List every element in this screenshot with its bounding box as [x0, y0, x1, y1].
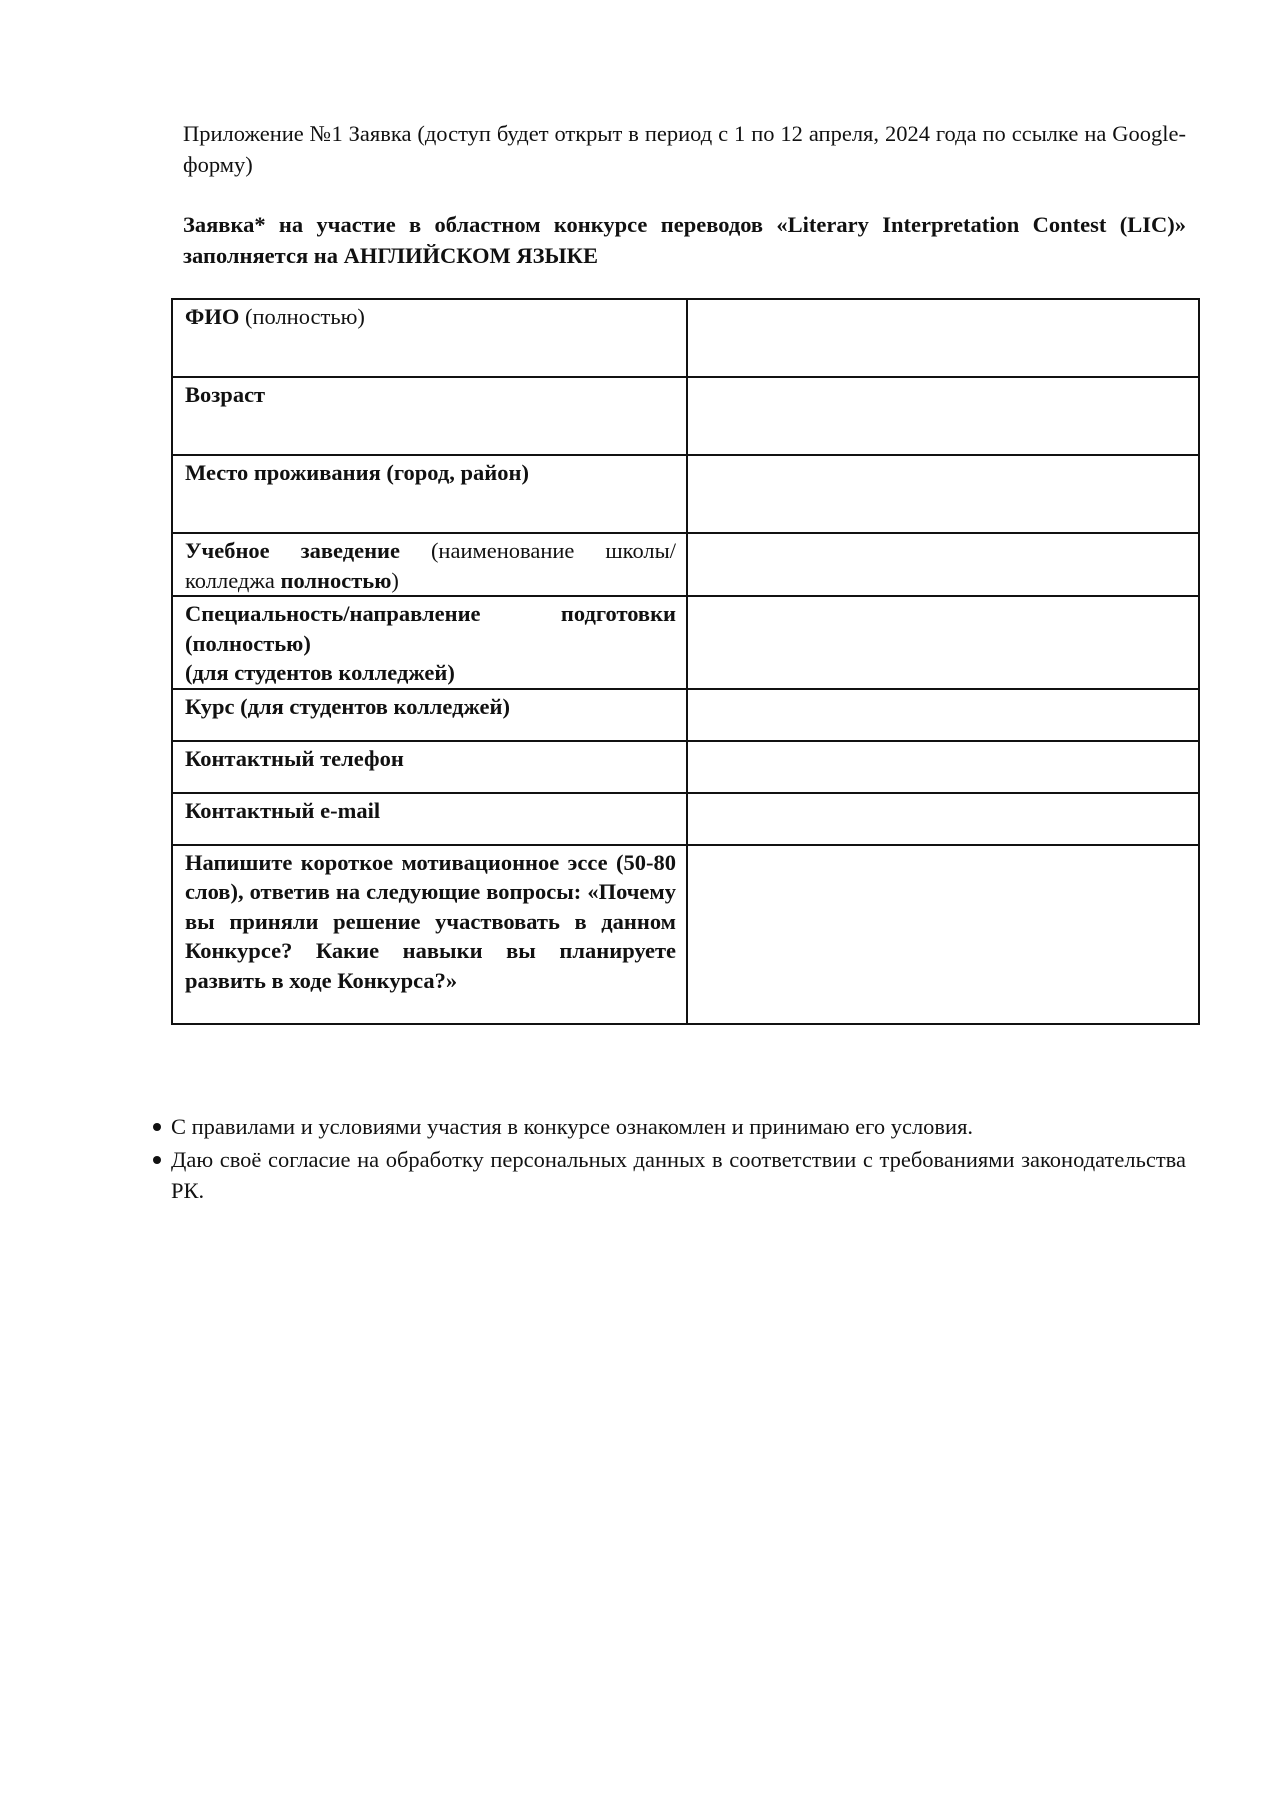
list-item: Даю своё согласие на обработку персональных данных в соответствии с требованиями законодательства РК. — [150, 1144, 1186, 1206]
value-age[interactable] — [687, 377, 1199, 455]
bullet-icon — [153, 1123, 161, 1131]
label-residence: Место проживания (город, район) — [172, 455, 687, 533]
value-specialty[interactable] — [687, 596, 1199, 689]
table-row — [172, 455, 1199, 533]
table-row — [172, 845, 1199, 1024]
value-motivation-essay[interactable] — [687, 845, 1199, 1024]
value-full-name[interactable] — [687, 299, 1199, 377]
label-phone: Контактный телефон — [172, 741, 687, 793]
table-row — [172, 793, 1199, 845]
value-institution[interactable] — [687, 533, 1199, 596]
label-age: Возраст — [172, 377, 687, 455]
value-phone[interactable] — [687, 741, 1199, 793]
label-specialty: Специальность/направление подготовки (полностью) (для студентов колледжей) — [172, 596, 687, 689]
label-full-name: ФИО (полностью) — [172, 299, 687, 377]
label-motivation-essay: Напишите короткое мотивационное эссе (50-80 слов), ответив на следующие вопросы: «Почему вы приняли решение участвовать в данном Конкурсе? Какие навыки вы планируете развить в ходе Конкурса?» — [172, 845, 687, 1024]
application-form-table — [171, 298, 1200, 1025]
value-course[interactable] — [687, 689, 1199, 741]
table-row — [172, 596, 1199, 689]
appendix-intro: Приложение №1 Заявка (доступ будет открыт в период с 1 по 12 апреля, 2024 года по ссылке на Google-форму) — [183, 121, 1186, 177]
table-row — [172, 377, 1199, 455]
value-email[interactable] — [687, 793, 1199, 845]
label-email: Контактный e-mail — [172, 793, 687, 845]
list-item: С правилами и условиями участия в конкурсе ознакомлен и принимаю его условия. — [150, 1111, 1186, 1142]
table-row — [172, 741, 1199, 793]
label-institution: Учебное заведение (наименование школы/колледжа полностью) — [172, 533, 687, 596]
application-heading: Заявка* на участие в областном конкурсе переводов «Literary Interpretation Contest (LIC)» заполняется на АНГЛИЙСКОМ ЯЗЫКЕ — [183, 212, 1186, 268]
table-row — [172, 689, 1199, 741]
table-row — [172, 299, 1199, 377]
table-row — [172, 533, 1199, 596]
consent-list — [150, 1111, 1186, 1208]
bullet-icon — [153, 1156, 161, 1164]
value-residence[interactable] — [687, 455, 1199, 533]
label-course: Курс (для студентов колледжей) — [172, 689, 687, 741]
